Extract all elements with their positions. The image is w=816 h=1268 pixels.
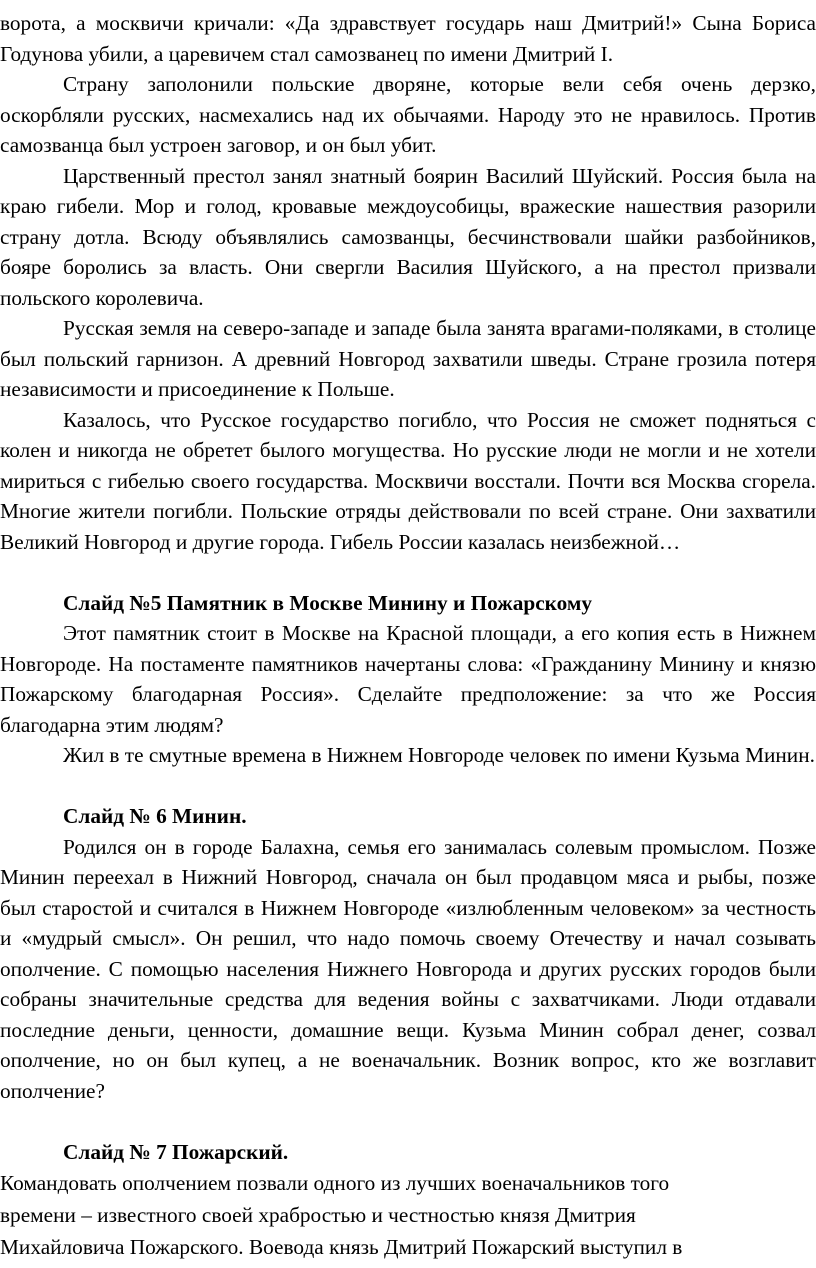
slide5-paragraph-monument: Этот памятник стоит в Москве на Красной площади, а его копия есть в Нижнем Новгороде. На постаменте памятников начертаны слова: «Гражданину Минину и князю Пожарскому благодарная Россия». Сделайте предположение: за что же Россия благодарна этим людям? bbox=[0, 621, 816, 737]
slide6-paragraph: Родился он в городе Балахна, семья его занималась солевым промыслом. Позже Минин переехал в Нижний Новгород, сначала он был продавцом мяса и рыбы, позже был старостой и считался в Нижнем Новгороде «излюбленным человеком» за честность и «мудрый смысл». Он решил, что надо помочь своему Отечеству и начал созывать ополчение. С помощью населения Нижнего Новгорода и других русских городов были собраны значительные средства для ведения войны с захватчиками. Люди отдавали последние деньги, ценности, домашние вещи. Кузьма Минин собрал денег, созвал ополчение, но он был купец, а не военачальник. Возник вопрос, кто же возглавит ополчение? bbox=[0, 834, 816, 1103]
slide7-line-3: Михайловича Пожарского. Воевода князь Дмитрий Пожарский выступил в bbox=[0, 1235, 683, 1259]
paragraph-polish-nobles: Страну заполонили польские дворяне, которые вели себя очень дерзко, оскорбляли русских, насмехались над их обычаями. Народу это не нравилось. Против самозванца был устроен заговор, и он был убит. bbox=[0, 72, 816, 157]
slide7-line-1: Командовать ополчением позвали одного из лучших военачальников того bbox=[0, 1171, 670, 1195]
paragraph-russia-perished: Казалось, что Русское государство погибло, что Россия не сможет подняться с колен и никогда не обретет былого могущества. Но русские люди не могли и не хотели мириться с гибелью своего государства. Москвичи восстали. Почти вся Москва сгорела. Многие жители погибли. Польские отряды действовали по всей стране. Они захватили Великий Новгород и другие города. Гибель России казалась неизбежной… bbox=[0, 407, 816, 554]
slide5-heading: Слайд №5 Памятник в Москве Минину и Пожарскому bbox=[63, 590, 593, 615]
slide7-heading: Слайд № 7 Пожарский. bbox=[63, 1139, 289, 1164]
blank-line bbox=[0, 557, 816, 588]
paragraph-shuisky: Царственный престол занял знатный боярин Василий Шуйский. Россия была на краю гибели. Мор и голод, кровавые междоусобицы, вражеские нашествия разорили страну дотла. Всюду объявлялись самозванцы, бесчинствовали шайки разбойников, бояре боролись за власть. Они свергли Василия Шуйского, а на престол призвали польского королевича. bbox=[0, 163, 816, 310]
slide7-line-2: времени – известного своей храбростью и честностью князя Дмитрия bbox=[0, 1203, 636, 1227]
slide6-heading: Слайд № 6 Минин. bbox=[63, 804, 247, 828]
blank-line bbox=[0, 771, 816, 802]
slide5-paragraph-minin: Жил в те смутные времена в Нижнем Новгороде человек по имени Кузьма Минин. bbox=[63, 743, 815, 767]
paragraph-continued: ворота, а москвичи кричали: «Да здравствует государь наш Дмитрий!» Сына Бориса Годунова убили, а царевичем стал самозванец по имени Дмитрий I. bbox=[0, 11, 816, 66]
blank-line bbox=[0, 1106, 816, 1137]
paragraph-occupation: Русская земля на северо-западе и западе была занята врагами-поляками, в столице был польский гарнизон. А древний Новгород захватили шведы. Стране грозила потеря независимости и присоединение к Польше. bbox=[0, 316, 816, 401]
